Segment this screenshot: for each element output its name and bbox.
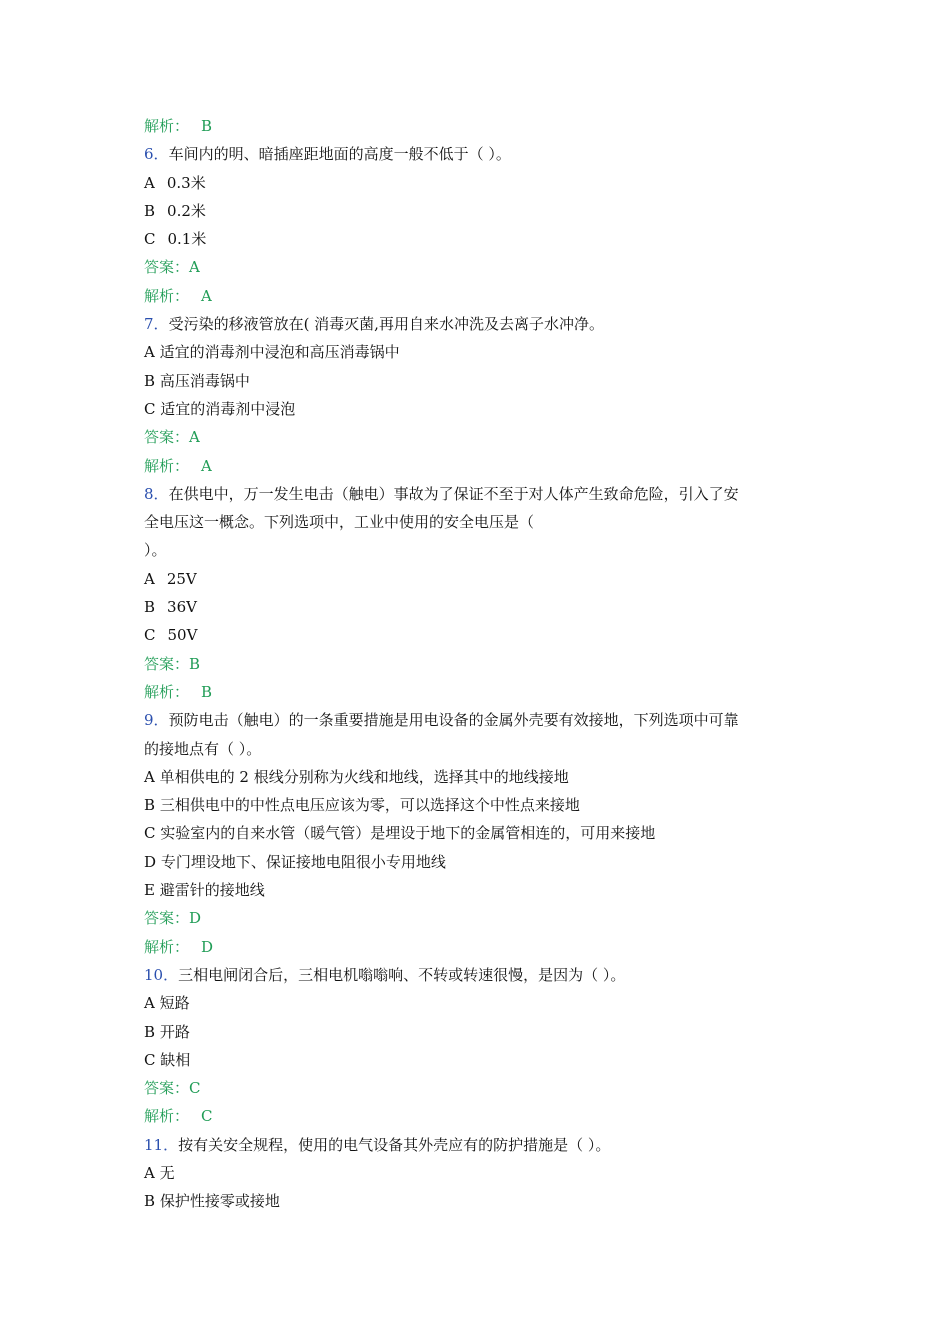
question-stem bbox=[144, 140, 814, 168]
option-key: C bbox=[144, 399, 156, 418]
analysis-label: 解析： bbox=[144, 937, 190, 956]
answer-value: C bbox=[189, 1079, 201, 1098]
option-line bbox=[144, 763, 814, 791]
analysis-label: 解析： bbox=[144, 682, 190, 701]
option-line bbox=[144, 338, 814, 366]
option-key: C bbox=[144, 1050, 156, 1069]
question-number-suffix: ． bbox=[163, 1135, 179, 1154]
option-line bbox=[144, 848, 814, 876]
question-text-continued: ）。 bbox=[144, 541, 167, 560]
answer-line bbox=[144, 904, 814, 932]
question-number-suffix: ． bbox=[163, 965, 179, 984]
option-text: 保护性接零或接地 bbox=[159, 1192, 280, 1211]
option-text: 高压消毒锅中 bbox=[159, 371, 250, 390]
option-key: C bbox=[144, 626, 156, 645]
answer-label: 答案： bbox=[144, 909, 190, 928]
analysis-line bbox=[144, 933, 814, 961]
option-line bbox=[144, 169, 814, 197]
option-key: B bbox=[144, 598, 156, 617]
question-number-suffix: ． bbox=[153, 711, 169, 730]
question-number: 8 bbox=[144, 484, 154, 503]
option-key: C bbox=[144, 824, 156, 843]
question-text: 按有关安全规程，使用的电气设备其外壳应有的防护措施是（ ）。 bbox=[178, 1135, 611, 1154]
option-key: A bbox=[144, 767, 155, 786]
analysis-value: C bbox=[201, 1107, 213, 1126]
answer-label: 答案： bbox=[144, 258, 190, 277]
option-key: B bbox=[144, 1192, 156, 1211]
option-text: 0.2米 bbox=[167, 201, 206, 220]
question-text: 三相电闸闭合后，三相电机嗡嗡响、不转或转速很慢，是因为（ ）。 bbox=[178, 965, 626, 984]
analysis-line bbox=[144, 452, 814, 480]
answer-value: A bbox=[189, 428, 200, 447]
option-line bbox=[144, 367, 814, 395]
question-text: 在供电中，万一发生电击（触电）事故为了保证不至于对人体产生致命危险，引入了安 bbox=[168, 484, 739, 503]
option-key: A bbox=[144, 569, 155, 588]
analysis-label: 解析： bbox=[144, 286, 190, 305]
option-line bbox=[144, 225, 814, 253]
option-text: 适宜的消毒剂中浸泡 bbox=[160, 399, 296, 418]
question-number: 10 bbox=[144, 965, 164, 984]
question-number-suffix: ． bbox=[153, 315, 169, 334]
option-key: B bbox=[144, 1022, 156, 1041]
answer-value: A bbox=[189, 258, 200, 277]
option-key: D bbox=[144, 852, 157, 871]
question-number-suffix: ． bbox=[153, 145, 169, 164]
answer-label: 答案： bbox=[144, 428, 190, 447]
option-text: 50V bbox=[167, 626, 198, 645]
option-key: B bbox=[144, 796, 156, 815]
option-text: 36V bbox=[167, 598, 197, 617]
option-line bbox=[144, 197, 814, 225]
answer-value: B bbox=[189, 654, 201, 673]
option-text: 实验室内的自来水管（暖气管）是埋设于地下的金属管相连的，可用来接地 bbox=[160, 824, 656, 843]
option-text: 0.3米 bbox=[166, 173, 206, 192]
option-text: 适宜的消毒剂中浸泡和高压消毒锅中 bbox=[159, 343, 400, 362]
analysis-line bbox=[144, 282, 814, 310]
analysis-label: 解析： bbox=[144, 117, 190, 135]
option-text: 开路 bbox=[159, 1022, 190, 1041]
answer-line bbox=[144, 650, 814, 678]
question-stem bbox=[144, 706, 814, 734]
option-text: 三相供电中的中性点电压应该为零，可以选择这个中性点来接地 bbox=[159, 796, 580, 815]
option-line bbox=[144, 1018, 814, 1046]
analysis-value: B bbox=[201, 117, 213, 135]
option-line bbox=[144, 989, 814, 1017]
question-text: 车间内的明、暗插座距地面的高度一般不低于（ ）。 bbox=[168, 145, 511, 164]
question-number: 6 bbox=[144, 145, 154, 164]
question-number: 11 bbox=[144, 1135, 164, 1154]
option-text: 短路 bbox=[159, 994, 190, 1013]
option-text: 避雷针的接地线 bbox=[159, 881, 265, 900]
option-text: 0.1米 bbox=[167, 230, 207, 249]
analysis-label: 解析： bbox=[144, 456, 190, 475]
option-text: 单相供电的 2 根线分别称为火线和地线，选择其中的地线接地 bbox=[159, 767, 569, 786]
option-key: A bbox=[144, 343, 155, 362]
question-number: 7 bbox=[144, 315, 154, 334]
analysis-value: B bbox=[201, 682, 213, 701]
question-stem bbox=[144, 480, 814, 508]
option-line bbox=[144, 593, 814, 621]
option-key: C bbox=[144, 230, 156, 249]
question-stem bbox=[144, 961, 814, 989]
option-key: A bbox=[144, 173, 155, 192]
option-key: A bbox=[144, 994, 155, 1013]
option-text: 25V bbox=[166, 569, 197, 588]
question-stem bbox=[144, 1131, 814, 1159]
analysis-value: A bbox=[201, 286, 212, 305]
analysis-line bbox=[144, 1102, 814, 1130]
question-text-continued: 全电压这一概念。下列选项中，工业中使用的安全电压是（ bbox=[144, 513, 535, 532]
analysis-line bbox=[144, 112, 814, 140]
option-line bbox=[144, 565, 814, 593]
answer-label: 答案： bbox=[144, 654, 190, 673]
answer-line bbox=[144, 423, 814, 451]
option-line bbox=[144, 1159, 814, 1187]
option-key: B bbox=[144, 201, 156, 220]
option-key: A bbox=[144, 1163, 155, 1182]
answer-label: 答案： bbox=[144, 1079, 190, 1098]
question-text: 受污染的移液管放在( 消毒灭菌,再用自来水冲洗及去离子水冲净。 bbox=[168, 315, 604, 334]
option-line bbox=[144, 1046, 814, 1074]
option-line bbox=[144, 395, 814, 423]
analysis-line bbox=[144, 678, 814, 706]
analysis-value: A bbox=[201, 456, 212, 475]
question-stem bbox=[144, 310, 814, 338]
answer-value: D bbox=[189, 909, 202, 928]
question-text-continued: 的接地点有（ ）。 bbox=[144, 739, 262, 758]
option-text: 专门埋设地下、保证接地电阻很小专用地线 bbox=[160, 852, 446, 871]
analysis-label: 解析： bbox=[144, 1107, 190, 1126]
option-text: 缺相 bbox=[160, 1050, 191, 1069]
option-text: 无 bbox=[159, 1163, 175, 1182]
option-key: B bbox=[144, 371, 156, 390]
option-line bbox=[144, 621, 814, 649]
option-line bbox=[144, 819, 814, 847]
option-line bbox=[144, 791, 814, 819]
option-line bbox=[144, 1187, 814, 1215]
answer-line bbox=[144, 253, 814, 281]
option-key: E bbox=[144, 881, 155, 900]
document-page bbox=[144, 112, 814, 1216]
question-text: 预防电击（触电）的一条重要措施是用电设备的金属外壳要有效接地，下列选项中可靠 bbox=[168, 711, 739, 730]
question-number-suffix: ． bbox=[153, 484, 169, 503]
answer-line bbox=[144, 1074, 814, 1102]
option-line bbox=[144, 876, 814, 904]
analysis-value: D bbox=[201, 937, 214, 956]
question-number: 9 bbox=[144, 711, 154, 730]
